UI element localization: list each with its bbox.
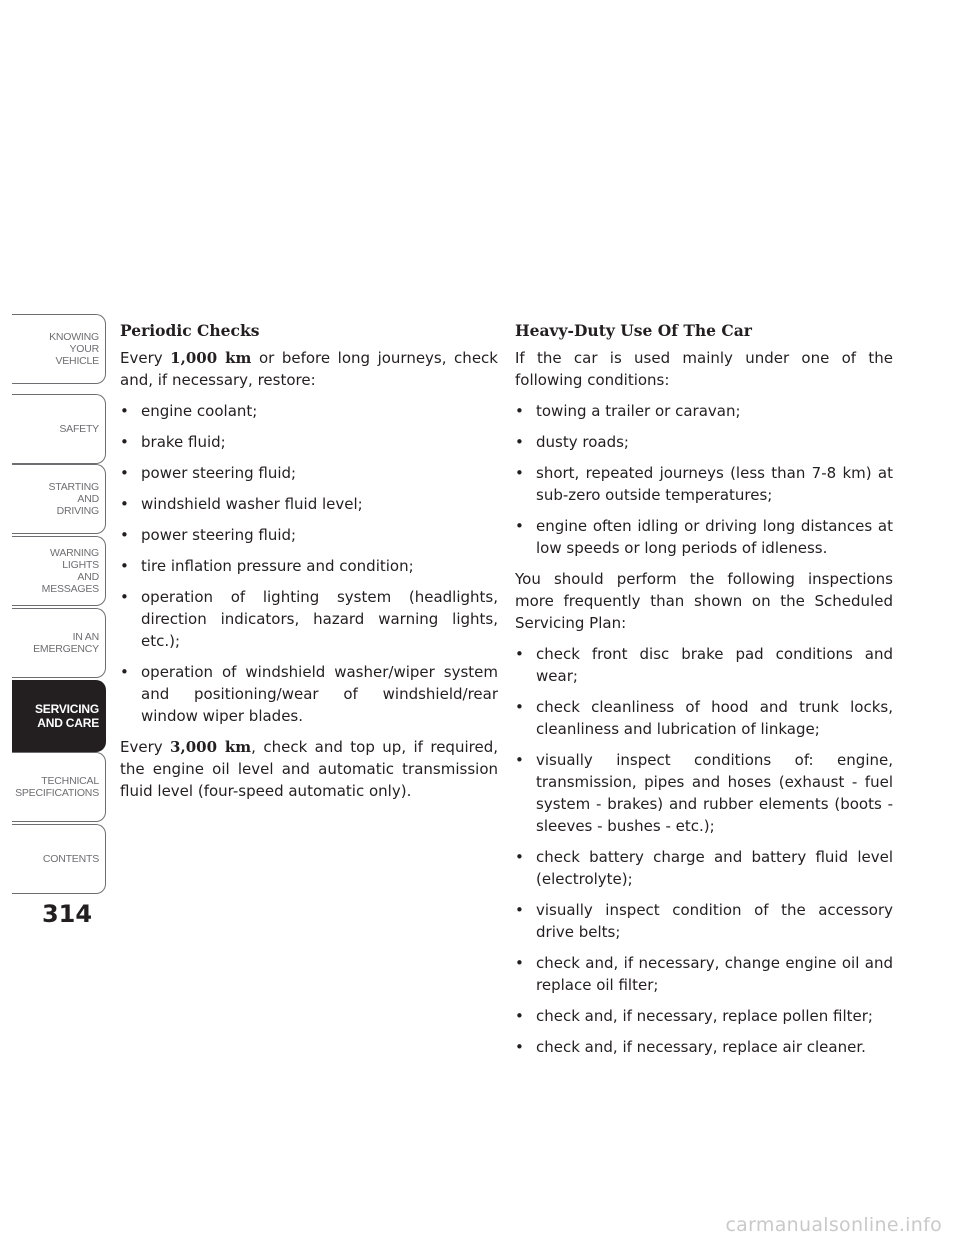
tab-safety[interactable] (12, 394, 106, 464)
list-item-text: operation of lighting system (headlights, direction indicators, hazard warning lights, etc.); (141, 588, 498, 650)
list-item (515, 749, 893, 837)
bullet: • (515, 645, 524, 663)
tab-label: YOUR (69, 343, 99, 355)
list-item-text: check and, if necessary, replace air cleaner. (536, 1038, 866, 1056)
tab-knowing-your-vehicle[interactable] (12, 314, 106, 384)
periodic-checks-section (120, 321, 498, 811)
list-item (515, 431, 893, 453)
bullet: • (515, 402, 524, 420)
tab-warning-lights-and-messages[interactable] (12, 536, 106, 606)
list-item (515, 643, 893, 687)
tab-label: AND (77, 571, 99, 583)
intro-paragraph: If the car is used mainly under one of the following conditions: (515, 349, 893, 389)
bullet: • (515, 848, 524, 866)
bullet: • (120, 557, 129, 575)
list-item (515, 1005, 893, 1027)
list-item-text: check and, if necessary, replace pollen filter; (536, 1007, 873, 1025)
intro-paragraph (120, 347, 498, 391)
tab-label: SAFETY (59, 423, 99, 435)
tab-label: CONTENTS (42, 853, 99, 865)
list-item-text: power steering fluid; (141, 464, 297, 482)
middle-paragraph: You should perform the following inspections more frequently than shown on the Scheduled Servicing Plan: (515, 570, 893, 632)
list-item (515, 400, 893, 422)
bullet: • (120, 663, 129, 681)
tab-contents[interactable] (12, 824, 106, 894)
tab-label: MESSAGES (41, 583, 99, 595)
list-item-text: check cleanliness of hood and trunk locks, cleanliness and lubrication of linkage; (536, 698, 893, 738)
periodic-checks-list (120, 400, 498, 727)
list-item (120, 555, 498, 577)
list-item-text: power steering fluid; (141, 526, 297, 544)
list-item (120, 661, 498, 727)
tab-label: EMERGENCY (33, 643, 99, 655)
list-item-text: visually inspect condition of the accessory drive belts; (536, 901, 893, 941)
section-heading: Periodic Checks (120, 321, 260, 340)
interval-value: 1,000 km (170, 349, 252, 367)
list-item (120, 462, 498, 484)
bullet: • (120, 495, 129, 513)
outro-text: , check and top up, if required, the engine oil level and automatic transmission fluid level (four-speed automatic only). (120, 738, 498, 800)
list-item-text: short, repeated journeys (less than 7-8 km) at sub-zero outside temperatures; (536, 464, 893, 504)
tab-label: AND (77, 493, 99, 505)
tab-label: IN AN (72, 631, 99, 643)
inspections-list (515, 643, 893, 1058)
bullet: • (120, 464, 129, 482)
section-heading: Heavy-Duty Use Of The Car (515, 321, 752, 340)
bullet: • (515, 954, 524, 972)
interval-value: 3,000 km (170, 738, 252, 756)
tab-label: AND CARE (37, 716, 99, 730)
list-item-text: operation of windshield washer/wiper system and positioning/wear of windshield/rear window wiper blades. (141, 663, 498, 725)
tab-in-an-emergency[interactable] (12, 608, 106, 678)
page-number: 314 (41, 900, 93, 928)
list-item (120, 493, 498, 515)
list-item (515, 462, 893, 506)
list-item-text: check front disc brake pad conditions and wear; (536, 645, 893, 685)
watermark: carmanualsonline.info (725, 1214, 942, 1236)
list-item (515, 1036, 893, 1058)
tab-label: STARTING (48, 481, 99, 493)
list-item-text: dusty roads; (536, 433, 629, 451)
tab-starting-and-driving[interactable] (12, 464, 106, 534)
tab-servicing-and-care[interactable] (12, 680, 106, 752)
list-item-text: windshield washer fluid level; (141, 495, 363, 513)
list-item-text: visually inspect conditions of: engine, transmission, pipes and hoses (exhaust - fuel system - brakes) and rubber elements (boots - sleeves - bushes - etc.); (536, 751, 893, 835)
intro-text: or before long journeys, check and, if necessary, restore: (120, 349, 498, 389)
outro-text: Every (120, 738, 171, 756)
bullet: • (120, 402, 129, 420)
list-item (120, 400, 498, 422)
tab-label: KNOWING (49, 331, 99, 343)
list-item (515, 846, 893, 890)
bullet: • (120, 433, 129, 451)
bullet: • (515, 433, 524, 451)
bullet: • (515, 1038, 524, 1056)
heavy-duty-use-section (515, 321, 893, 1067)
list-item (515, 952, 893, 996)
tab-label: DRIVING (56, 505, 99, 517)
list-item-text: brake fluid; (141, 433, 226, 451)
tab-label: LIGHTS (62, 559, 99, 571)
list-item (120, 586, 498, 652)
bullet: • (515, 698, 524, 716)
list-item (515, 515, 893, 559)
intro-text: Every (120, 349, 171, 367)
bullet: • (515, 517, 524, 535)
list-item (120, 524, 498, 546)
bullet: • (120, 588, 129, 606)
bullet: • (515, 464, 524, 482)
tab-label: VEHICLE (55, 355, 99, 367)
tab-label: TECHNICAL (41, 775, 99, 787)
list-item (515, 696, 893, 740)
outro-paragraph (120, 736, 498, 802)
list-item-text: check and, if necessary, change engine oil and replace oil filter; (536, 954, 893, 994)
tab-label: WARNING (50, 547, 99, 559)
tab-label: SPECIFICATIONS (15, 787, 99, 799)
list-item-text: engine often idling or driving long distances at low speeds or long periods of idleness. (536, 517, 893, 557)
list-item-text: check battery charge and battery fluid level (electrolyte); (536, 848, 893, 888)
tab-technical-specifications[interactable] (12, 752, 106, 822)
tab-label: SERVICING (35, 702, 99, 716)
list-item-text: towing a trailer or caravan; (536, 402, 741, 420)
list-item (515, 899, 893, 943)
bullet: • (515, 901, 524, 919)
list-item-text: tire inflation pressure and condition; (141, 557, 414, 575)
bullet: • (515, 1007, 524, 1025)
bullet: • (515, 751, 524, 769)
bullet: • (120, 526, 129, 544)
list-item (120, 431, 498, 453)
list-item-text: engine coolant; (141, 402, 258, 420)
conditions-list (515, 400, 893, 559)
